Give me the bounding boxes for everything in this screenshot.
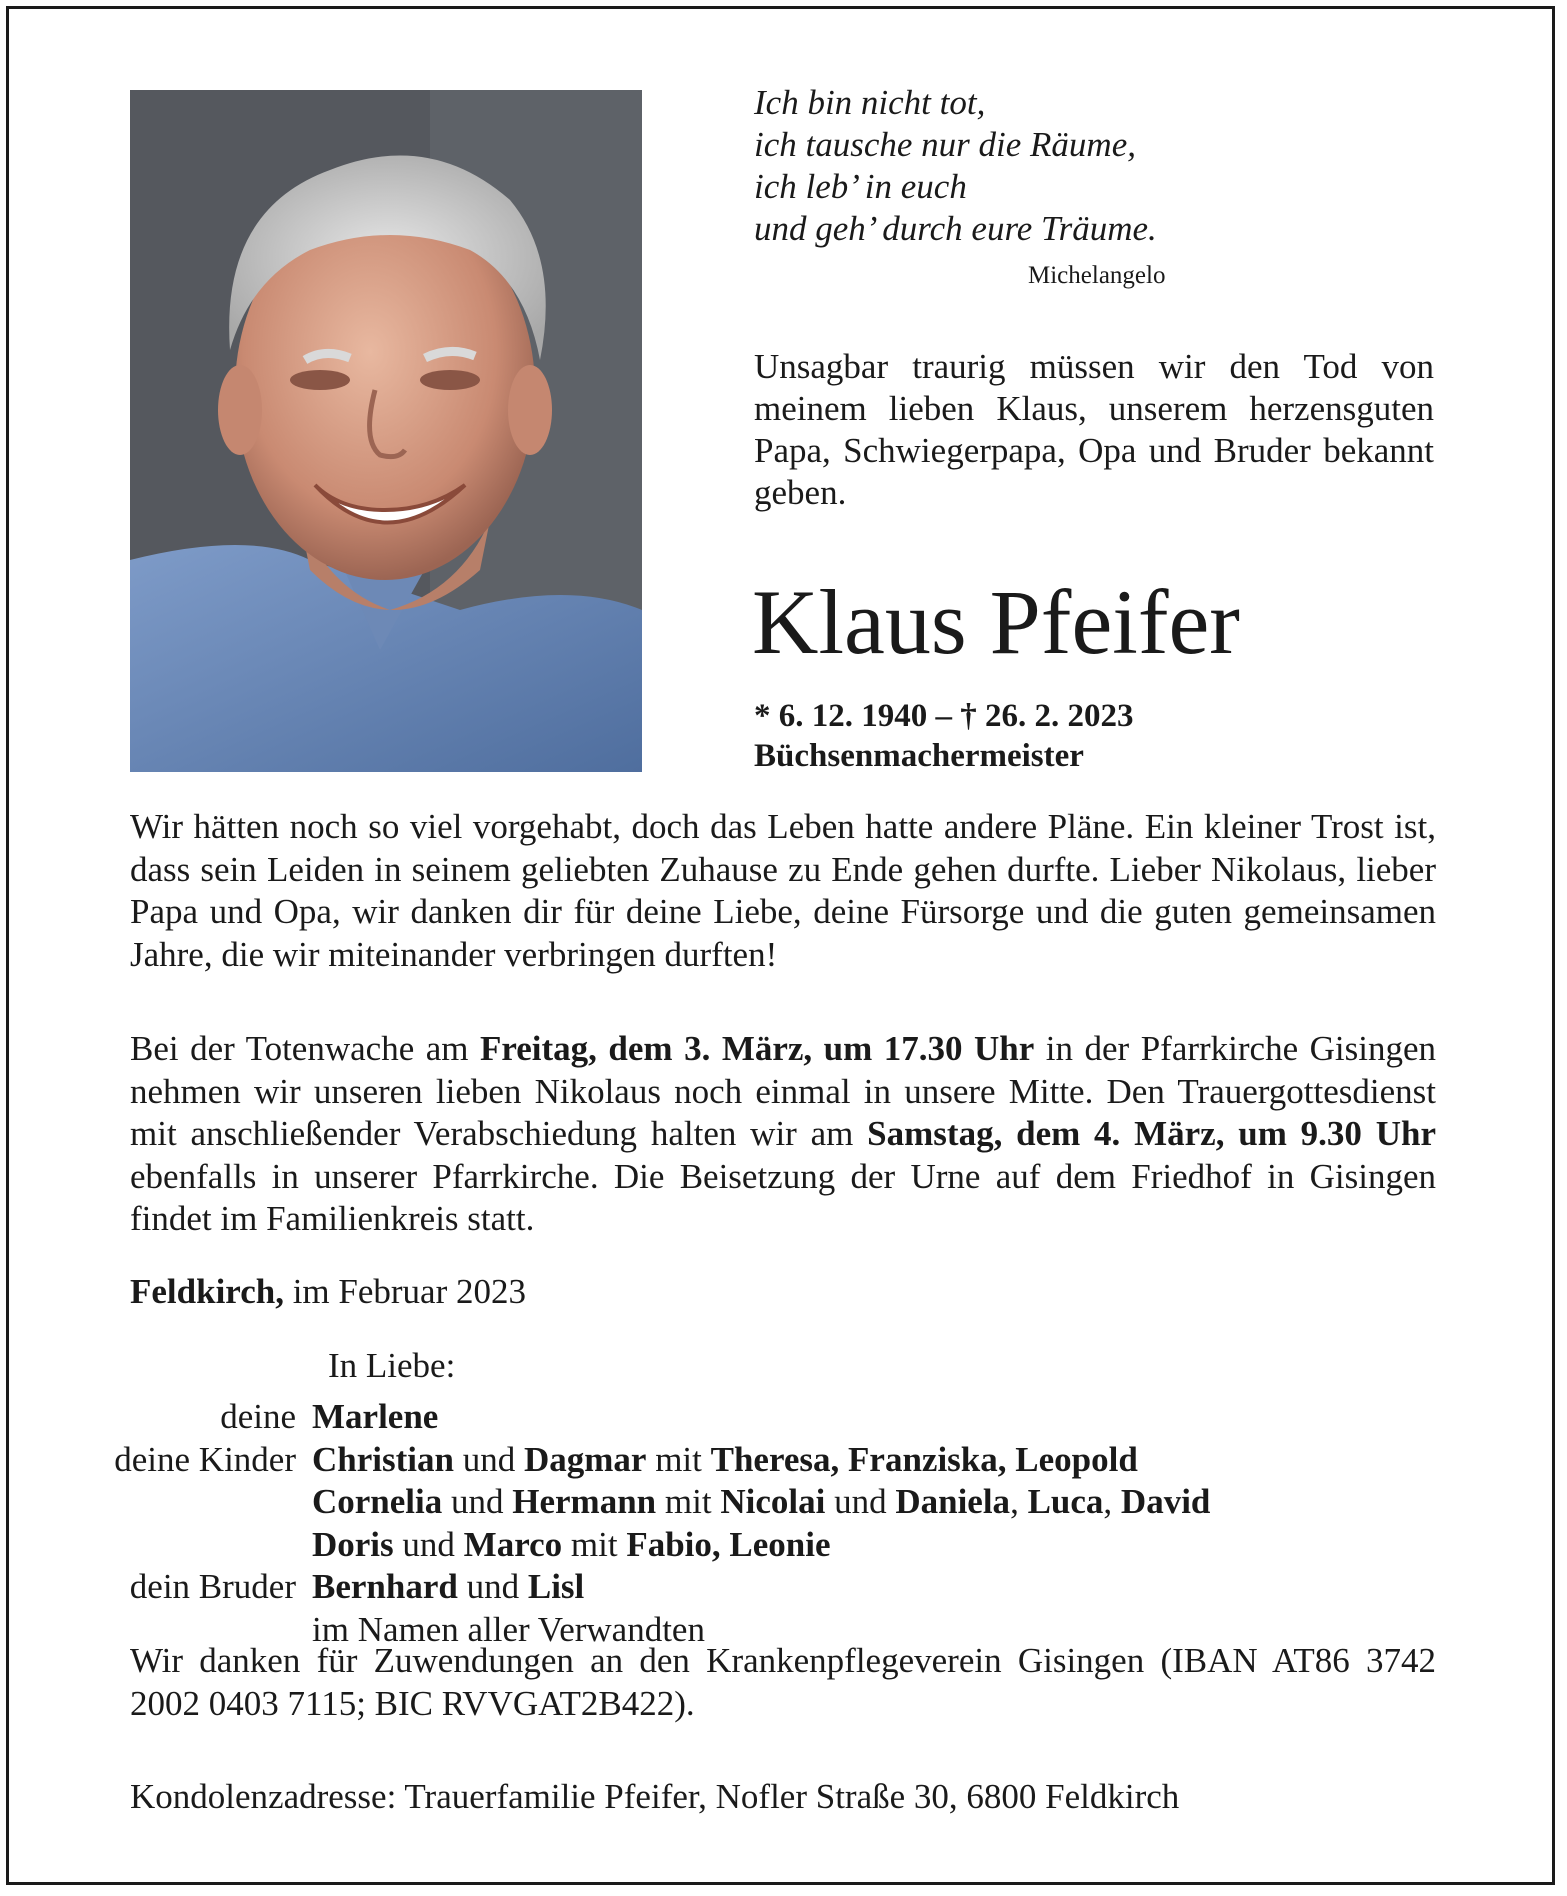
portrait-photo — [130, 90, 642, 772]
family-name: Hermann — [512, 1482, 657, 1521]
family-name: Nicolai — [720, 1482, 826, 1521]
poem-line: Ich bin nicht tot, — [754, 83, 986, 122]
connector: und — [393, 1524, 464, 1564]
poem-line: ich tausche nur die Räume, — [754, 125, 1136, 164]
farewell-paragraph: Wir hätten noch so viel vorgehabt, doch das Leben hatte andere Pläne. Ein kleiner Trost ist, dass sein Leiden in seinem geliebten Zuhause zu Ende gehen durfte. Lieber Nikolaus, lieber Papa und Opa, wir danken dir für deine Liebe, deine Fürsorge und die guten gemeinsamen Jahre, die wir miteinander verbringen durften! — [130, 807, 1436, 974]
connector: mit — [646, 1439, 711, 1479]
place-date — [130, 1272, 526, 1312]
life-dates: * 6. 12. 1940 – † 26. 2. 2023 — [754, 698, 1134, 734]
place-month: im Februar 2023 — [283, 1272, 526, 1311]
deceased-name: Klaus Pfeifer — [752, 571, 1240, 673]
family-name: Marco — [463, 1524, 563, 1564]
connector: mit — [656, 1482, 721, 1521]
connector: und — [453, 1439, 524, 1479]
connector: und — [442, 1482, 513, 1521]
poem — [754, 82, 1294, 250]
family-name: Cornelia — [312, 1482, 443, 1521]
poem-line: ich leb’ in euch — [754, 167, 967, 206]
family-row — [80, 1481, 1480, 1524]
family-row — [80, 1524, 1480, 1567]
family-role — [80, 1481, 312, 1524]
family-role: deine Kinder — [114, 1439, 296, 1479]
family-row — [80, 1566, 1480, 1609]
family-name: David — [1120, 1482, 1211, 1521]
poem-author: Michelangelo — [1028, 262, 1166, 289]
relatives-note: im Namen aller Verwandten — [312, 1609, 705, 1649]
connector: mit — [562, 1524, 627, 1564]
donation-note: Wir danken für Zuwendungen an den Krankenpflegeverein Gisingen (IBAN AT86 3742 2002 0403 7115; BIC RVVGAT2B422). — [130, 1641, 1436, 1723]
connector: und — [457, 1567, 528, 1606]
condolence-address: Kondolenzadresse: Trauerfamilie Pfeifer, Nofler Straße 30, 6800 Feldkirch — [130, 1777, 1180, 1816]
connector: , — [1010, 1482, 1028, 1521]
family-role: dein Bruder — [129, 1567, 296, 1606]
family-name: Doris — [312, 1524, 394, 1564]
service-date: Samstag, dem 4. März, um 9.30 Uhr — [867, 1114, 1436, 1153]
family-row — [80, 1396, 1480, 1439]
connector: und — [825, 1482, 896, 1521]
family-name: Lisl — [527, 1567, 585, 1606]
family-name: Marlene — [312, 1397, 439, 1436]
place-city: Feldkirch, — [130, 1272, 284, 1311]
portrait-illustration — [130, 90, 642, 772]
ceremony-paragraph — [130, 1028, 1436, 1241]
family-list — [80, 1396, 1480, 1651]
family-role — [80, 1524, 312, 1567]
ceremony-text: in der Pfarrkirche Gisingen nehmen wir unseren lieben Nikolaus noch einmal in unsere Mitte. Den Trauergottesdienst mit anschließender Verabschiedung halten wir am — [130, 1029, 1436, 1153]
connector: , — [1103, 1482, 1121, 1521]
ceremony-text: ebenfalls in unserer Pfarrkirche. Die Beisetzung der Urne auf dem Friedhof in Gisingen findet im Familienkreis statt. — [130, 1156, 1436, 1238]
family-row — [80, 1439, 1480, 1482]
family-name: Fabio, Leonie — [626, 1524, 831, 1564]
family-name: Daniela — [895, 1482, 1011, 1521]
family-name: Dagmar — [523, 1439, 647, 1479]
ceremony-text: Bei der Totenwache am — [130, 1029, 480, 1068]
in-liebe-label: In Liebe: — [328, 1346, 456, 1385]
family-role: deine — [220, 1397, 296, 1436]
family-name: Christian — [312, 1439, 454, 1479]
poem-line: und geh’ durch eure Träume. — [754, 209, 1157, 248]
profession: Büchsenmachermeister — [754, 738, 1084, 774]
family-name: Theresa, Franziska, Leopold — [710, 1439, 1138, 1479]
intro-text: Unsagbar traurig müssen wir den Tod von meinem lieben Klaus, unserem herzensguten Papa, Schwiegerpapa, Opa und Bruder bekannt geben. — [754, 347, 1434, 512]
wake-date: Freitag, dem 3. März, um 17.30 Uhr — [479, 1029, 1035, 1068]
family-name: Bernhard — [312, 1567, 458, 1606]
family-name: Luca — [1027, 1482, 1104, 1521]
